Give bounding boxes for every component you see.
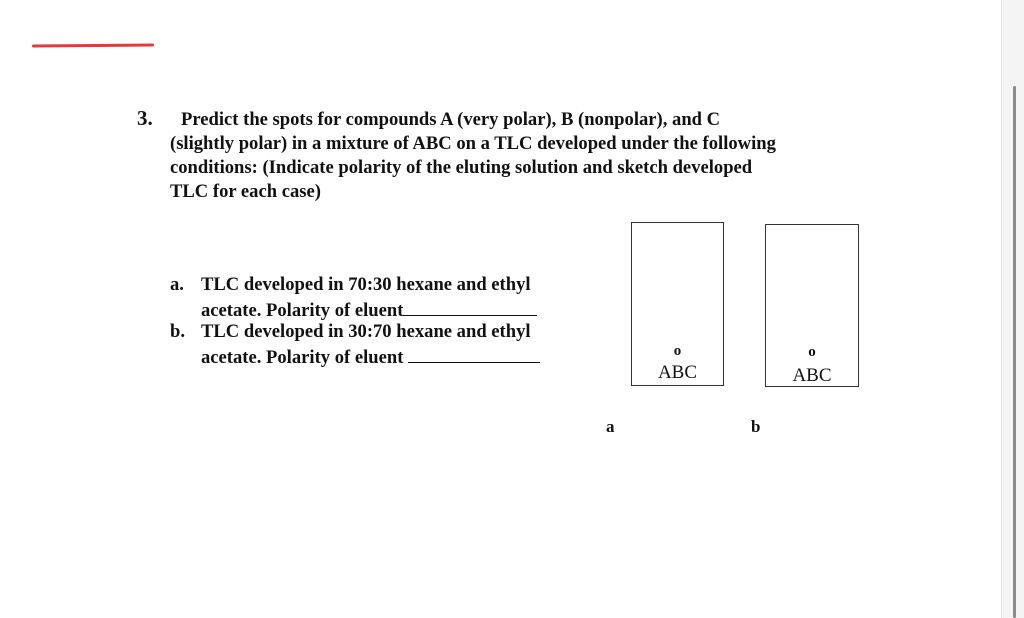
plate-caption-b: b bbox=[751, 417, 761, 436]
sub-question-marker: b. bbox=[170, 321, 185, 342]
sub-question-prompt: acetate. Polarity of eluent bbox=[201, 300, 404, 321]
sub-question-line: TLC developed in 30:70 hexane and ethyl bbox=[201, 321, 531, 342]
question-text bbox=[170, 108, 870, 204]
scrollbar-thumb[interactable] bbox=[1013, 86, 1016, 618]
question-line: TLC for each case) bbox=[170, 181, 321, 202]
sub-question-prompt: acetate. Polarity of eluent bbox=[201, 347, 404, 368]
answer-blank-b[interactable] bbox=[408, 344, 540, 363]
sub-question-line: TLC developed in 70:30 hexane and ethyl bbox=[201, 274, 531, 295]
question-number: 3. bbox=[137, 106, 153, 130]
sample-spot: o bbox=[808, 344, 816, 360]
tlc-plate-a bbox=[631, 222, 724, 386]
sub-question-body bbox=[201, 320, 540, 370]
vertical-scrollbar[interactable] bbox=[1001, 0, 1024, 618]
answer-blank-a[interactable] bbox=[403, 297, 537, 316]
sample-spot: o bbox=[673, 343, 682, 359]
sub-question-marker: a. bbox=[170, 274, 184, 295]
sub-question-body bbox=[201, 273, 537, 323]
question-line: Predict the spots for compounds A (very polar), B (nonpolar), and C bbox=[181, 109, 721, 130]
plate-caption-a: a bbox=[606, 417, 615, 436]
sub-question-line bbox=[201, 344, 540, 370]
question-line: conditions: (Indicate polarity of the eluting solution and sketch developed bbox=[170, 157, 753, 178]
sample-label: ABC bbox=[792, 365, 832, 386]
tlc-plate-b bbox=[765, 224, 859, 387]
question-line: (slightly polar) in a mixture of ABC on a TLC developed under the following bbox=[170, 133, 776, 154]
sample-label: ABC bbox=[657, 362, 698, 383]
red-annotation-stroke bbox=[32, 43, 154, 47]
